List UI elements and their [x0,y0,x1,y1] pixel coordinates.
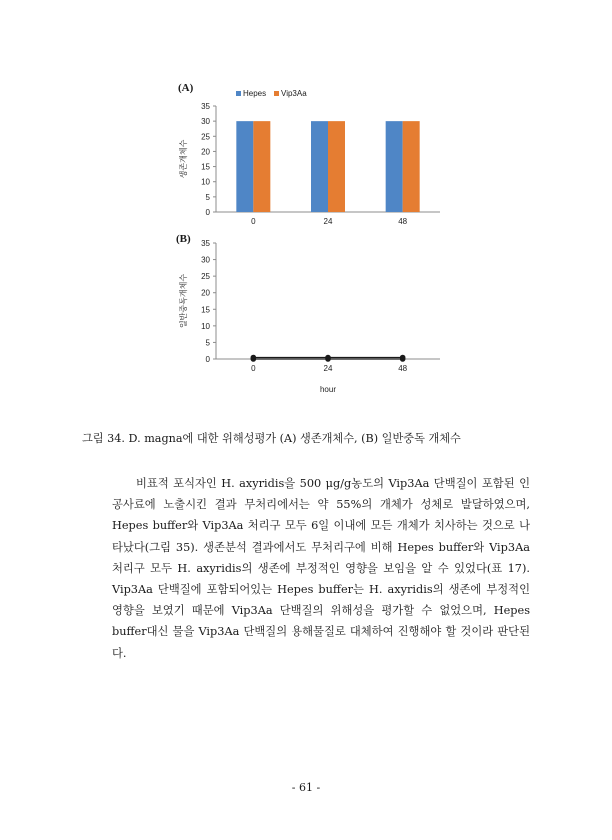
chart-b-y-tick-label: 0 [205,355,210,364]
chart-b-y-tick-label: 30 [201,255,210,265]
chart-a-bar-vip3aa [253,121,270,212]
page-number: - 61 - [291,781,321,794]
chart-a-y-tick-label: 35 [201,102,210,111]
chart-a-legend-label-hepes: Hepes [243,89,267,98]
chart-a-legend-label-vip3aa: Vip3Aa [281,89,307,98]
panel-label-a: (A) [178,82,194,94]
chart-b-x-axis-label: hour [319,385,337,394]
chart-a-x-tick-label: 24 [323,217,333,226]
chart-a-bar-vip3aa [403,121,420,212]
chart-a-legend-swatch-vip3aa [274,91,279,96]
chart-b-point-vip3aa [400,355,406,361]
chart-a-y-axis-label: 생존개체수 [179,139,188,179]
chart-b-y-tick-label: 20 [201,288,210,298]
chart-a-x-tick-label: 48 [398,217,408,226]
chart-b-y-tick-label: 5 [205,338,210,348]
figure-caption: 그림 34. D. magna에 대한 위해성평가 (A) 생존개체수, (B) 일반중독 개체수 [82,432,461,445]
chart-a-y-tick-label: 0 [205,208,210,217]
chart-b-point-vip3aa [251,355,257,361]
chart-b-x-tick-label: 48 [398,364,408,373]
chart-b-point-vip3aa [325,355,331,361]
chart-a-y-tick-label: 10 [201,177,210,187]
body-paragraph: 비표적 포식자인 H. axyridis을 500 μg/g농도의 Vip3Aa 단백질이 포함된 인공사료에 노출시킨 결과 무처리에서는 약 55%의 개체가 성체로 발달하였으며, Hepes buffer와 Vip3Aa 처리구 모두 6일 이내에 모든 개체가 치사하는 것으로 나타났다(그림 35). 생존분석 결과에서도 무처리구에 비해 Hepes buffer와 Vip3Aa 처리구 모두 H. axyridis의 생존에 부정적인 영향을 보임을 알 수 있었다(표 17). Vip3Aa 단백질에 포함되어있는 Hepes buffer는 H. axyridis의 생존에 부정적인 영향을 보였기 때문에 Vip3Aa 단백질의 위해성을 평가할 수 없었으며, Hepes buffer대신 물을 Vip3Aa 단백질의 용해물질로 대체하여 진행해야 할 것이라 판단된다. [112,477,530,660]
chart-a-y-tick-label: 30 [201,117,210,127]
chart-a-bar-hepes [311,121,328,212]
chart-a-y-tick-label: 25 [201,132,210,142]
chart-b-y-tick-label: 10 [201,321,210,331]
panel-label-b: (B) [176,233,191,245]
chart-a-legend-swatch-hepes [236,91,241,96]
chart-b-y-tick-label: 35 [201,239,210,248]
chart-b-y-axis-label: 일반중독개체수 [179,273,188,329]
chart-b-x-tick-label: 0 [251,364,256,373]
chart-a-y-tick-label: 15 [201,162,210,172]
chart-a-y-tick-label: 5 [205,192,210,202]
chart-b-y-tick-label: 15 [201,305,210,315]
chart-a-bar-vip3aa [328,121,345,212]
chart-b-x-tick-label: 24 [323,364,333,373]
chart-a-y-tick-label: 20 [201,147,210,157]
chart-a-bar-hepes [236,121,253,212]
chart-a-x-tick-label: 0 [251,217,256,226]
chart-a-bar-hepes [386,121,403,212]
body-text [112,473,530,664]
chart-b-y-tick-label: 25 [201,272,210,282]
